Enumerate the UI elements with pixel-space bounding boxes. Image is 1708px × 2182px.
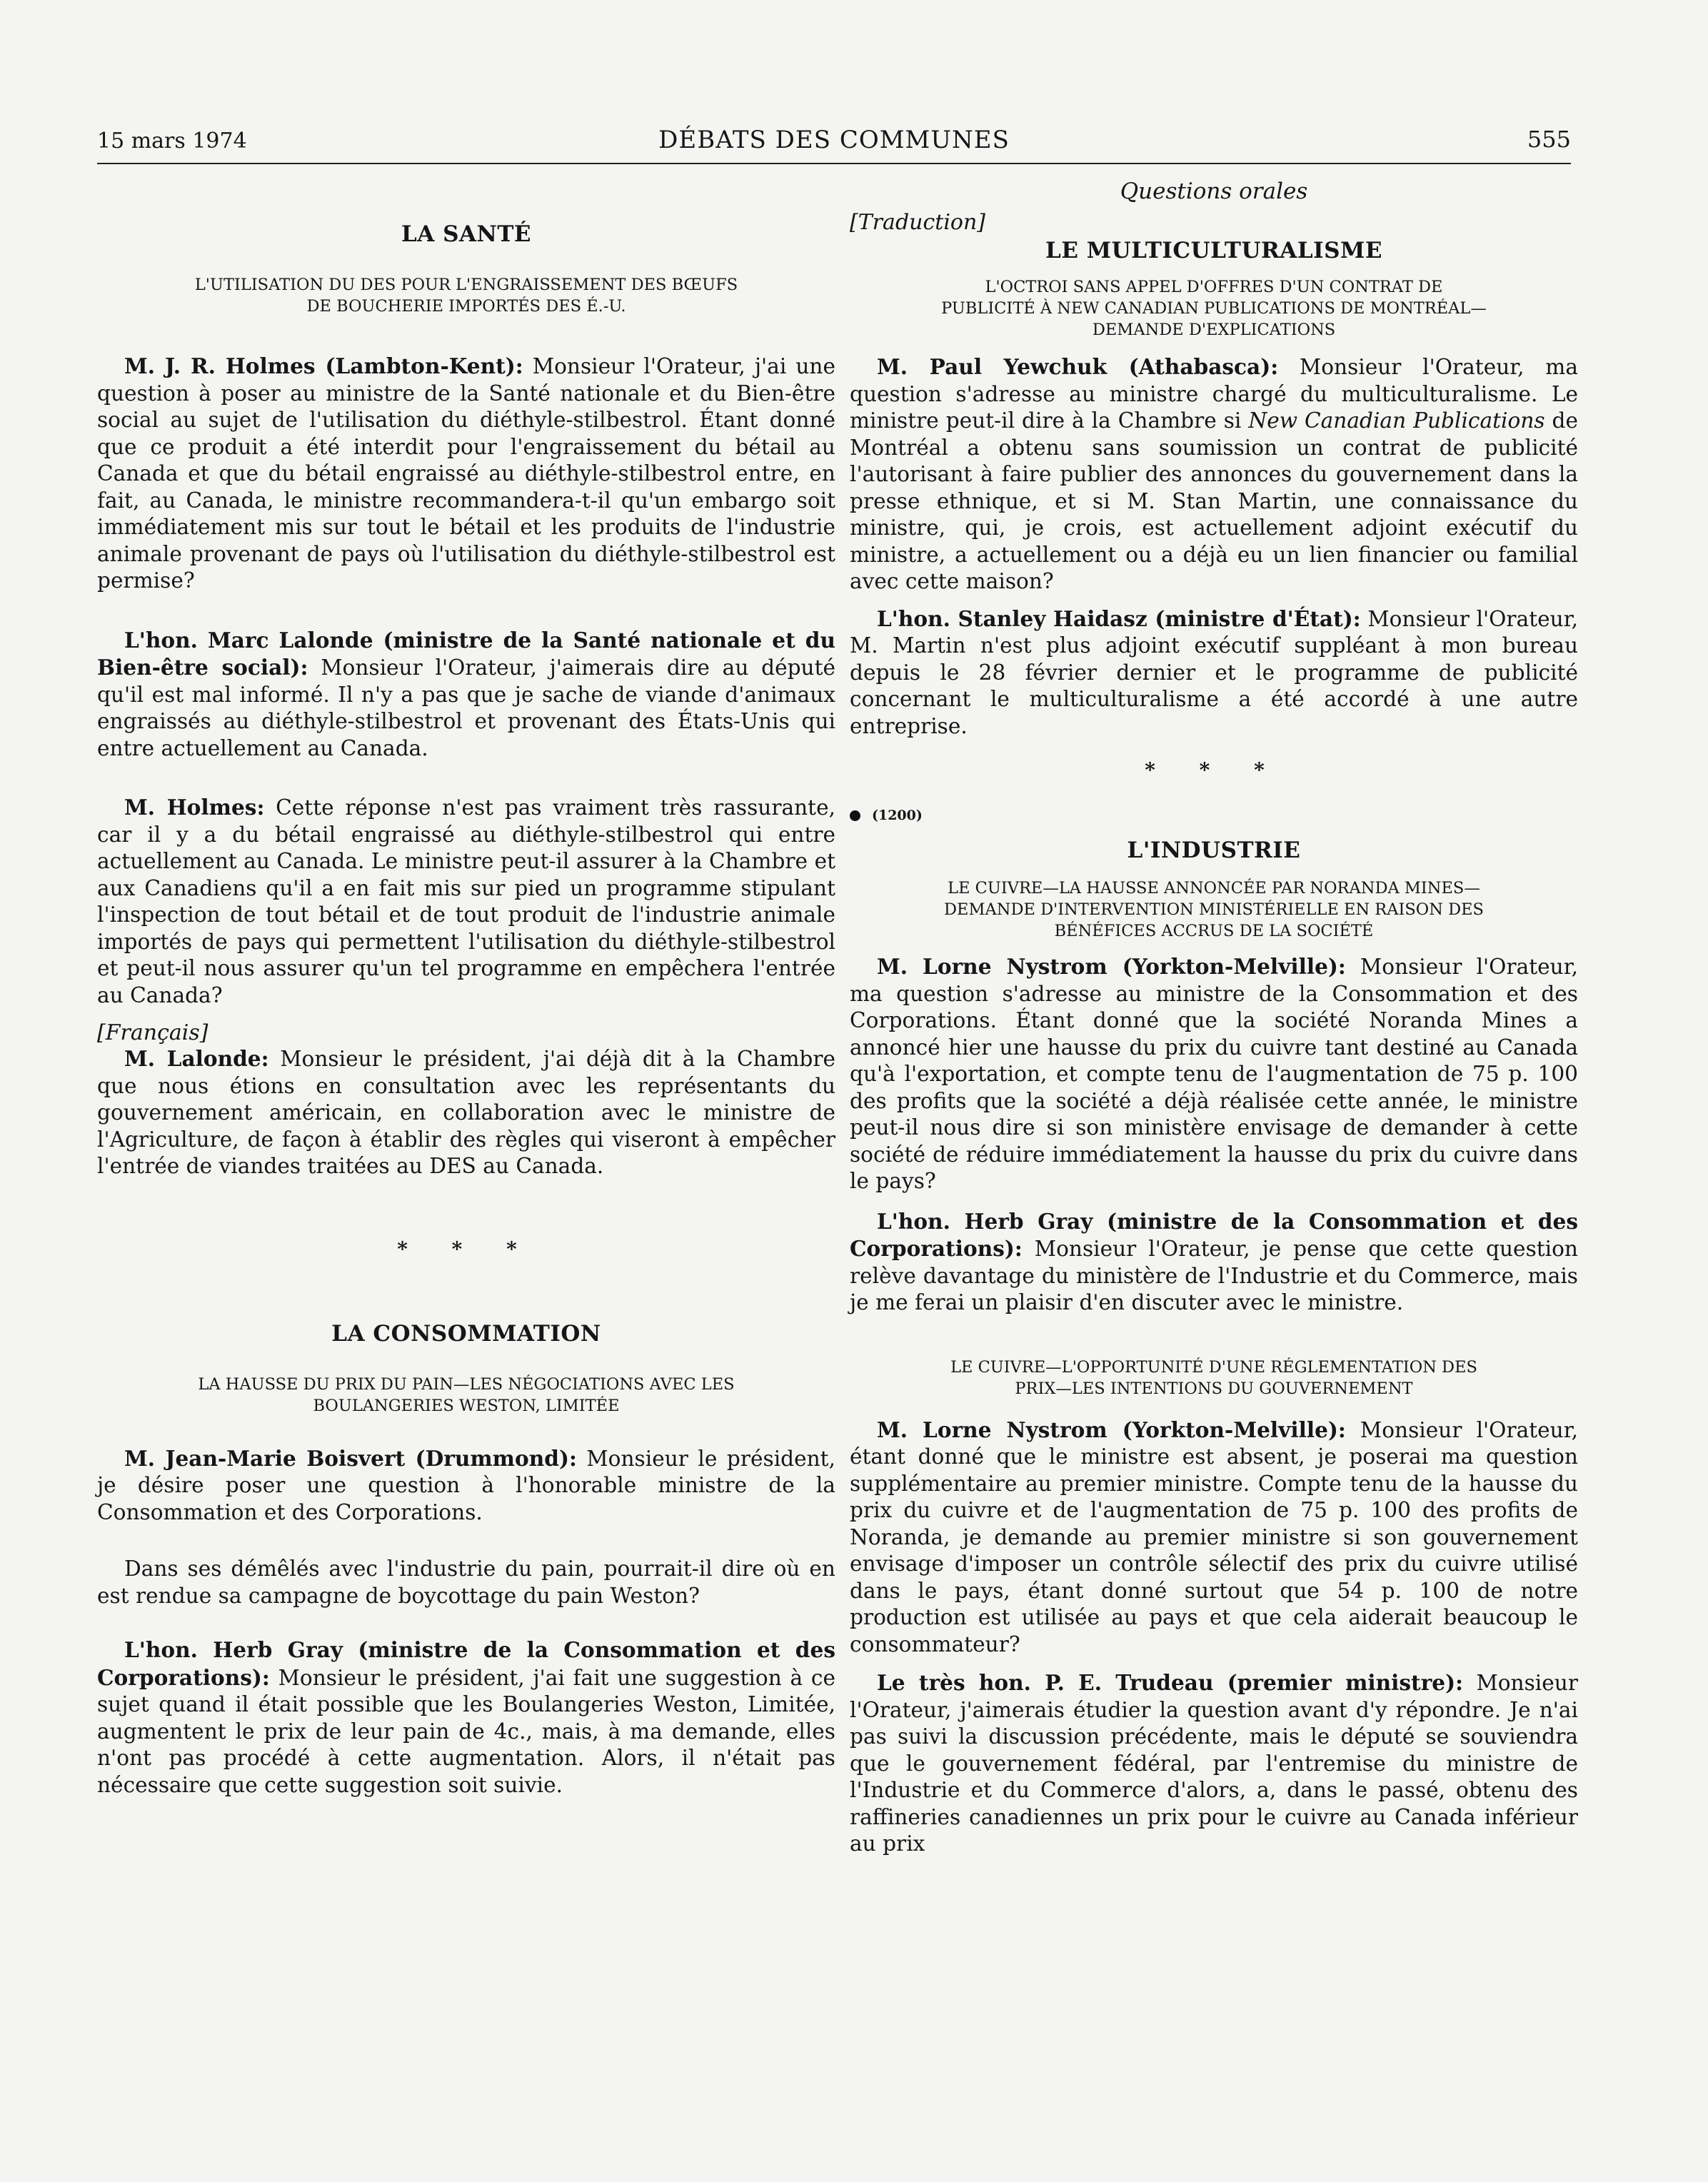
speaker-name: L'hon. Marc Lalonde (ministre de la Santé nationale et du Bien-être social): — [97, 627, 835, 680]
speaker-name: M. Paul Yewchuk (Athabasca): — [877, 354, 1279, 379]
speaker-name: M. Lorne Nystrom (Yorkton-Melville): — [877, 1417, 1346, 1442]
paragraph-lalonde-answer: L'hon. Marc Lalonde (ministre de la Santé nationale et du Bien-être social): Monsieur l'Orateur, j'aimerais dire au député qu'il est mal informé. Il n'y a pas que je sache de viande d'animaux engraissés au diéthyle-stilbestrol et provenant des États-Unis qui entre actuellement au Canada. — [97, 627, 835, 760]
paragraph-lalonde-reply: M. Lalonde: Monsieur le président, j'ai déjà dit à la Chambre que nous étions en consultation avec les représentants du gouvernement américain, en collaboration avec le ministre de l'Agriculture, de façon à établir des règles qui viseront à empêcher l'entrée de viandes traitées au DES au Canada. — [97, 1046, 835, 1178]
speaker-name: L'hon. Stanley Haidasz (ministre d'État): — [877, 605, 1361, 631]
section-title-consommation: LA CONSOMMATION — [331, 1320, 601, 1347]
section-title-multiculturalisme: LE MULTICULTURALISME — [1045, 238, 1382, 263]
speaker-name: M. Jean-Marie Boisvert (Drummond): — [124, 1445, 577, 1471]
paragraph-nystrom-question: M. Lorne Nystrom (Yorkton-Melville): Monsieur l'Orateur, ma question s'adresse au ministre de la Consommation et des Corporations. Étant donné que la société Noranda Mines a annoncé hier une hausse du prix du cuivre tant destiné au Canada qu'à l'exportation, et compte tenu de l'augmentation de 75 p. 100 des profits que la société a déjà réalisée cette année, le ministre peut-il nous dire si son ministère envisage de demander à cette société de réduire immédiatement la hausse du prix du cuivre dans le pays? — [850, 954, 1578, 1193]
left-column — [97, 179, 835, 1799]
header-title: DÉBATS DES COMMUNES — [658, 126, 1010, 154]
language-tag-traduction: [Traduction] — [850, 210, 986, 235]
subheading-des: L'UTILISATION DU DES POUR L'ENGRAISSEMENT DES BŒUFS DE BOUCHERIE IMPORTÉS DES É.-U. — [194, 276, 738, 316]
paragraph-holmes-followup: M. Holmes: Cette réponse n'est pas vraiment très rassurante, car il y a du bétail engraissé au diéthyle-stilbestrol qui entre actuellement au Canada. Le ministre peut-il assurer à la Chambre et aux Canadiens qu'il a en fait mis sur pied un programme stipulant l'inspection de tout bétail et de tout produit de l'industrie animale importés de pays qui permettent l'utilisation du diéthyle-stilbestrol et peut-il nous assurer qu'un tel programme en empêchera l'entrée au Canada? — [97, 795, 835, 1007]
speaker-name: Le très hon. P. E. Trudeau (premier ministre): — [877, 1670, 1464, 1695]
subheading-pain: LA HAUSSE DU PRIX DU PAIN—LES NÉGOCIATIONS AVEC LES BOULANGERIES WESTON, LIMITÉE — [198, 1374, 735, 1415]
subheading-cuivre-noranda: LE CUIVRE—LA HAUSSE ANNONCÉE PAR NORANDA MINES— DEMANDE D'INTERVENTION MINISTÉRIELLE EN RAISON DES BÉNÉFICES ACCRUS DE LA SOCIÉTÉ — [944, 879, 1484, 940]
timestamp-marker: (1200) — [850, 808, 1578, 823]
section-separator: * * * — [1145, 758, 1283, 782]
speaker-name: M. Lorne Nystrom (Yorkton-Melville): — [877, 954, 1346, 979]
page-header — [97, 126, 1571, 164]
paragraph-nystrom-supplementary: M. Lorne Nystrom (Yorkton-Melville): Monsieur l'Orateur, étant donné que le ministre est absent, je poserai ma question supplémentaire au premier ministre. Compte tenu de la hausse du prix du cuivre et de l'augmentation de 75 p. 100 des profits de Noranda, je demande au premier ministre si son gouvernement envisage d'imposer un contrôle sélectif des prix du cuivre utilisé dans le pays, étant donné surtout que 54 p. 100 de notre production est utilisée au pays et que cela aiderait beaucoup le consommateur? — [850, 1417, 1578, 1656]
page-number: 555 — [1527, 126, 1571, 153]
paragraph-boisvert-question: M. Jean-Marie Boisvert (Drummond): Monsieur le président, je désire poser une question à l'honorable ministre de la Consommation et des Corporations. — [97, 1445, 835, 1524]
bullet-dot-icon — [850, 810, 860, 821]
paragraph-gray-answer: L'hon. Herb Gray (ministre de la Consommation et des Corporations): Monsieur le président, j'ai fait une suggestion à ce sujet quand il était possible que les Boulangeries Weston, Limitée, augmentent le prix de leur pain de 4c., mais, à ma demande, elles n'ont pas procédé à cette augmentation. Alors, il n'était pas nécessaire que cette suggestion soit suivie. — [97, 1637, 835, 1797]
rubric-questions-orales: Questions orales — [1120, 179, 1308, 204]
language-tag-francais: [Français] — [97, 1020, 209, 1045]
right-column — [850, 179, 1578, 1858]
speaker-name: M. Lalonde: — [124, 1046, 269, 1071]
speaker-name: M. J. R. Holmes (Lambton-Kent): — [124, 353, 523, 378]
subheading-cuivre-reglementation: LE CUIVRE—L'OPPORTUNITÉ D'UNE RÉGLEMENTATION DES PRIX—LES INTENTIONS DU GOUVERNEMENT — [950, 1357, 1477, 1398]
paragraph-boisvert-continued: Dans ses démêlés avec l'industrie du pain, pourrait-il dire où en est rendue sa campagne de boycottage du pain Weston? — [97, 1557, 835, 1608]
section-title-industrie: L'INDUSTRIE — [1127, 838, 1301, 863]
paragraph-haidasz-answer: L'hon. Stanley Haidasz (ministre d'État): Monsieur l'Orateur, M. Martin n'est plus adjoint exécutif suppléant à mon bureau depuis le 28 février dernier et le programme de publicité concernant le multiculturalisme a été accordé à une autre entreprise. — [850, 605, 1578, 738]
speaker-name: M. Holmes: — [124, 795, 265, 820]
speaker-name: L'hon. Herb Gray (ministre de la Consommation et des Corporations): — [97, 1637, 835, 1690]
paragraph-yewchuk-question: M. Paul Yewchuk (Athabasca): Monsieur l'Orateur, ma question s'adresse au ministre chargé du multiculturalisme. Le ministre peut-il dire à la Chambre si New Canadian Publications de Montréal a obtenu sans soumission un contrat de publicité l'autorisant à faire publier des annonces du gouvernement dans la presse ethnique, et si M. Stan Martin, une connaissance du ministre, qui, je crois, est actuellement adjoint exécutif du ministre, a actuellement ou a déjà eu un lien financier ou familial avec cette maison? — [850, 354, 1578, 593]
subheading-contrat: L'OCTROI SANS APPEL D'OFFRES D'UN CONTRAT DE PUBLICITÉ À NEW CANADIAN PUBLICATIONS DE MONTRÉAL— DEMANDE D'EXPLICATIONS — [941, 278, 1487, 339]
speaker-name: L'hon. Herb Gray (ministre de la Consommation et des Corporations): — [850, 1208, 1578, 1261]
section-separator: * * * — [397, 1237, 536, 1261]
paragraph-trudeau-answer: Le très hon. P. E. Trudeau (premier ministre): Monsieur l'Orateur, j'aimerais étudier la question avant d'y répondre. Je n'ai pas suivi la discussion précédente, mais le député se souviendra que le gouvernement fédéral, par l'entremise du ministre de l'Industrie et du Commerce d'alors, a, dans le passé, obtenu des raffineries canadiennes un prix pour le cuivre au Canada inférieur au prix — [850, 1670, 1578, 1856]
paragraph-holmes-question: M. J. R. Holmes (Lambton-Kent): Monsieur l'Orateur, j'ai une question à poser au ministre de la Santé nationale et du Bien-être social au sujet de l'utilisation du diéthyle-stilbestrol. Étant donné que ce produit a été interdit pour l'engraissement du bétail au Canada et que du bétail engraissé au diéthyle-stilbestrol entre, en fait, au Canada, le ministre recommandera-t-il qu'un embargo soit immédiatement mis sur tout le bétail et les produits de l'industrie animale provenant de pays où l'utilisation du diéthyle-stilbestrol est permise? — [97, 353, 835, 593]
header-date: 15 mars 1974 — [97, 129, 247, 154]
section-title-sante: LA SANTÉ — [401, 221, 532, 247]
paragraph-gray-reply: L'hon. Herb Gray (ministre de la Consommation et des Corporations): Monsieur l'Orateur, je pense que cette question relève davantage du ministère de l'Industrie et du Commerce, mais je me ferai un plaisir d'en discuter avec le ministre. — [850, 1208, 1578, 1314]
